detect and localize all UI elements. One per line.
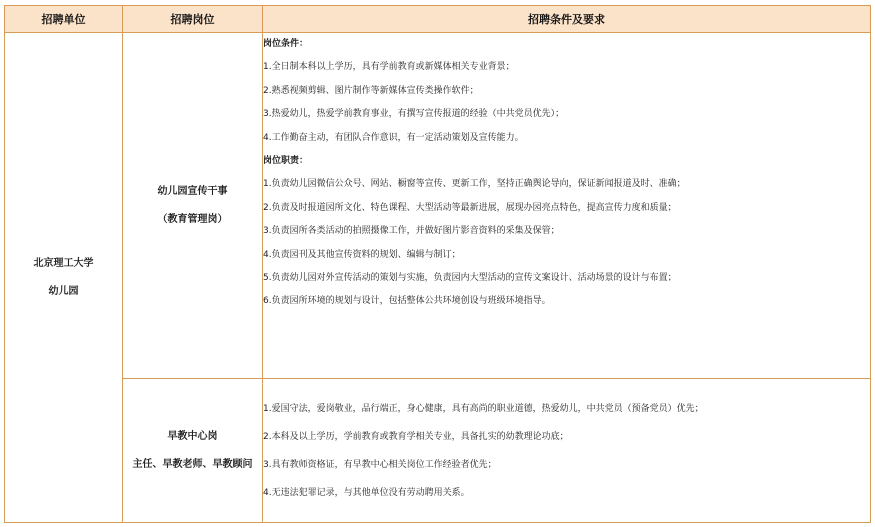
post-title: 幼儿园宣传干事 <box>157 185 228 197</box>
duties-label: 岗位职责： <box>263 155 309 166</box>
header-unit: 招聘单位 <box>5 6 123 33</box>
post-title: 早教中心岗 <box>167 430 218 442</box>
header-row <box>5 6 871 33</box>
post-subtitle: （教育管理岗） <box>157 213 228 225</box>
condition-item: 2.熟悉视频剪辑、图片制作等新媒体宣传类操作软件； <box>263 85 479 96</box>
condition-item: 3.热爱幼儿，热爱学前教育事业，有撰写宣传报道的经验（中共党员优先）； <box>263 109 565 120</box>
condition-item: 4.工作勤奋主动，有团队合作意识，有一定活动策划及宣传能力。 <box>263 132 524 143</box>
unit-subname: 幼儿园 <box>48 285 79 297</box>
post-cell-early-education <box>123 379 263 523</box>
duty-item: 3.负责园所各类活动的拍照摄像工作，并做好图片影音资料的采集及保管； <box>263 226 560 237</box>
header-post: 招聘岗位 <box>123 6 263 33</box>
condition-item: 1.全日制本科以上学历，具有学前教育或新媒体相关专业背景； <box>263 62 515 73</box>
unit-name: 北京理工大学 <box>33 257 94 269</box>
post-row-publicity <box>5 33 871 379</box>
post-cell-publicity <box>123 33 263 379</box>
duty-item: 6.负责园所环境的规划与设计，包括整体公共环境创设与班级环境指导。 <box>263 296 551 307</box>
post-row-early-education <box>5 379 871 523</box>
requirement-item: 1.爱国守法，爱岗敬业，品行端正，身心健康，具有高尚的职业道德，热爱幼儿，中共党员（预备党员）优先； <box>263 403 704 414</box>
unit-cell <box>5 33 123 523</box>
duty-item: 2.负责及时报道园所文化、特色课程、大型活动等最新进展，展现办园亮点特色，提高宣传力度和质量； <box>263 202 677 213</box>
conditions-label: 岗位条件： <box>263 39 309 49</box>
requirements-cell-early-education <box>263 379 871 523</box>
requirement-item: 2.本科及以上学历，学前教育或教育学相关专业，具备扎实的幼教理论功底； <box>263 431 569 442</box>
duty-item: 4.负责园刊及其他宣传资料的规划、编辑与制订； <box>263 249 461 260</box>
recruitment-table <box>4 5 871 523</box>
requirements-cell-publicity <box>263 33 871 379</box>
header-requirements: 招聘条件及要求 <box>263 6 871 33</box>
requirement-item: 3.具有教师资格证，有早教中心相关岗位工作经验者优先； <box>263 459 497 470</box>
duty-item: 1.负责幼儿园微信公众号、网站、橱窗等宣传、更新工作，坚持正确舆论导向，保证新闻报道及时、准确； <box>263 179 686 190</box>
post-subtitle: 主任、早教老师、早教顾问 <box>132 458 253 470</box>
duty-item: 5.负责幼儿园对外宣传活动的策划与实施，负责园内大型活动的宣传文案设计、活动场景的设计与布置； <box>263 272 677 283</box>
requirement-item: 4.无违法犯罪记录，与其他单位没有劳动聘用关系。 <box>263 487 470 498</box>
